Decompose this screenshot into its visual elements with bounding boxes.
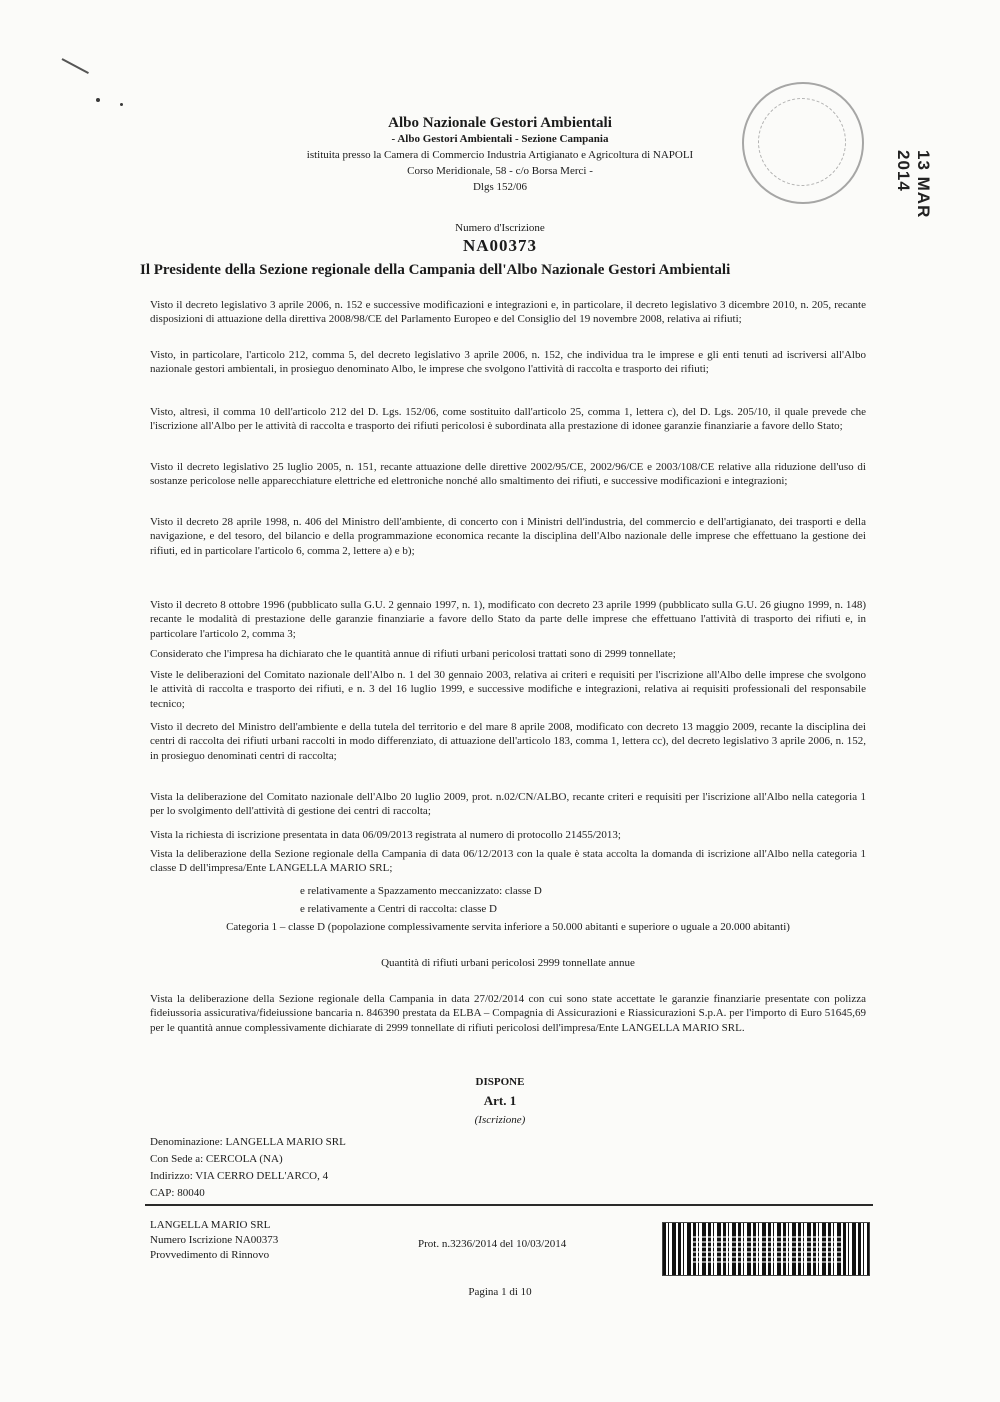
side-date-stamp: 13 MAR 2014 (894, 150, 933, 219)
barcode-icon (662, 1222, 870, 1276)
company-name: Denominazione: LANGELLA MARIO SRL (150, 1136, 346, 1148)
paragraph: Visto il decreto del Ministro dell'ambiente e della tutela del territorio e del mare 8 aprile 2008, modificato con decreto 13 maggio 2009, recante la disciplina dei centri di raccolta dei rifiuti urbani raccolti in modo differenziato, di attuazione dell'articolo 183, comma 1, lettera cc), del decreto legislativo 3 aprile 2006, n. 152, in prosieguo denominati centri di raccolta; (150, 721, 866, 762)
page-number: Pagina 1 di 10 (468, 1286, 532, 1298)
registration-number: NA00373 (462, 236, 538, 255)
paragraph: Visto il decreto 28 aprile 1998, n. 406 del Ministro dell'ambiente, di concerto con i Ministri dell'industria, del commercio e dell'artigianato, dei trasporti e della navigazione, e del tesoro, del bilancio e della programmazione economica recante la disciplina dell'Albo nazionale delle imprese che effettuano la gestione dei rifiuti, ed in particolare l'articolo 6, comma 2, lettere a) e b); (150, 516, 866, 557)
guarantee-paragraph: Vista la deliberazione della Sezione regionale della Campania in data 27/02/2014 con cui sono state accettate le garanzie finanziarie presentate con polizza fideiussoria assicurativa/fideiussione bancaria n. 846390 prestata da ELBA – Compagnia di Assicurazioni e Riassicurazioni S.p.A. per l'importo di Euro 51645,69 per le quantità annue complessivamente dichiarate di 2999 tonnellate di rifiuti pericolosi dell'impresa/Ente LANGELLA MARIO SRL. (150, 993, 866, 1034)
company-seat: Con Sede a: CERCOLA (NA) (150, 1153, 283, 1165)
footer-number: Numero Iscrizione NA00373 (150, 1234, 279, 1246)
dispone-heading: DISPONE (475, 1076, 525, 1088)
header-line-5: Dlgs 152/06 (472, 181, 528, 193)
company-cap: CAP: 80040 (150, 1187, 205, 1199)
paragraph: Considerato che l'impresa ha dichiarato che le quantità annue di rifiuti urbani pericolosi trattati sono di 2999 tonnellate; (150, 648, 676, 660)
category-line: Categoria 1 – classe D (popolazione complessivamente servita inferiore a 50.000 abitanti e superiore o uguale a 20.000 abitanti) (226, 921, 790, 933)
company-address: Indirizzo: VIA CERRO DELL'ARCO, 4 (150, 1170, 329, 1182)
header-line-4: Corso Meridionale, 58 - c/o Borsa Merci - (407, 165, 593, 177)
scan-speck (120, 103, 123, 106)
document-title: Il Presidente della Sezione regionale della Campania dell'Albo Nazionale Gestori Ambientali (140, 262, 731, 278)
article-subtitle: (Iscrizione) (474, 1114, 526, 1126)
header-line-1: Albo Nazionale Gestori Ambientali (388, 115, 612, 131)
scan-scratch (62, 58, 89, 74)
footer-company: LANGELLA MARIO SRL (150, 1219, 271, 1231)
article-heading: Art. 1 (483, 1093, 517, 1108)
category-sub-1: e relativamente a Spazzamento meccanizzato: classe D (300, 885, 542, 897)
category-sub-2: e relativamente a Centri di raccolta: classe D (300, 903, 497, 915)
paragraph: Vista la deliberazione della Sezione regionale della Campania di data 06/12/2013 con la quale è stata accolta la domanda di iscrizione all'Albo nella categoria 1 classe D dell'impresa/Ente LANGELLA MARIO SRL; (150, 848, 866, 875)
paragraph: Visto, in particolare, l'articolo 212, comma 5, del decreto legislativo 3 aprile 2006, n. 152, che individua tra le imprese e gli enti tenuti ad iscriversi all'Albo nazionale gestori ambientali, in prosieguo denominato Albo, le imprese che svolgono l'attività di raccolta e trasporto dei rifiuti; (150, 349, 866, 376)
paragraph: Visto il decreto 8 ottobre 1996 (pubblicato sulla G.U. 2 gennaio 1997, n. 1), modificato con decreto 23 aprile 1999 (pubblicato sulla G.U. 26 giugno 1999, n. 148) recante le modalità di prestazione delle garanzie finanziarie a favore dello Stato da parte delle imprese che effettuano l'attività di trasporto dei rifiuti e, in particolare l'articolo 2, comma 3; (150, 599, 866, 640)
scan-speck (96, 98, 100, 102)
paragraph: Vista la deliberazione del Comitato nazionale dell'Albo 20 luglio 2009, prot. n.02/CN/ALBO, recante criteri e requisiti per l'iscrizione all'Albo nella categoria 1 per lo svolgimento dell'attività di gestione dei centri di raccolta; (150, 791, 866, 818)
footer-divider (145, 1204, 873, 1206)
header-line-2: - Albo Gestori Ambientali - Sezione Campania (391, 133, 609, 145)
paragraph: Visto il decreto legislativo 25 luglio 2005, n. 151, recante attuazione delle direttive 2002/95/CE, 2002/96/CE e 2003/108/CE relative alla riduzione dell'uso di sostanze pericolose nelle apparecchiature elettriche ed elettroniche nonché allo smaltimento dei rifiuti, e successive modificazioni e integrazioni; (150, 461, 866, 488)
quantity-line: Quantità di rifiuti urbani pericolosi 2999 tonnellate annue (381, 957, 635, 969)
paragraph: Visto, altresì, il comma 10 dell'articolo 212 del D. Lgs. 152/06, come sostituito dall'articolo 25, comma 1, lettera c), del D. Lgs. 205/10, il quale prevede che l'iscrizione all'Albo per le attività di raccolta e trasporto dei rifiuti pericolosi è subordinata alla prestazione di idonee garanzie finanziarie a favore dello Stato; (150, 406, 866, 433)
footer-left (150, 1218, 278, 1263)
paragraph: Visto il decreto legislativo 3 aprile 2006, n. 152 e successive modificazioni e integrazioni e, in particolare, il decreto legislativo 3 dicembre 2010, n. 205, recante disposizioni di attuazione della direttiva 2008/98/CE del Parlamento Europeo e del Consiglio del 19 novembre 2008, relativa ai rifiuti; (150, 299, 866, 326)
registration-number-label: Numero d'Iscrizione (455, 222, 545, 234)
footer-protocol: Prot. n.3236/2014 del 10/03/2014 (418, 1238, 567, 1250)
paragraph: Vista la richiesta di iscrizione presentata in data 06/09/2013 registrata al numero di protocollo 21455/2013; (150, 829, 621, 841)
paragraph: Viste le deliberazioni del Comitato nazionale dell'Albo n. 1 del 30 gennaio 2003, relativa ai criteri e requisiti per l'iscrizione all'Albo delle imprese che svolgono le attività di raccolta e trasporto dei rifiuti, e n. 3 del 16 luglio 1999, e successive modifiche e integrazioni, relativa ai requisiti professionali del responsabile tecnico; (150, 669, 866, 710)
header-line-3: istituita presso la Camera di Commercio Industria Artigianato e Agricoltura di NAPOLI (306, 149, 694, 161)
footer-provvedimento: Provvedimento di Rinnovo (150, 1249, 270, 1261)
